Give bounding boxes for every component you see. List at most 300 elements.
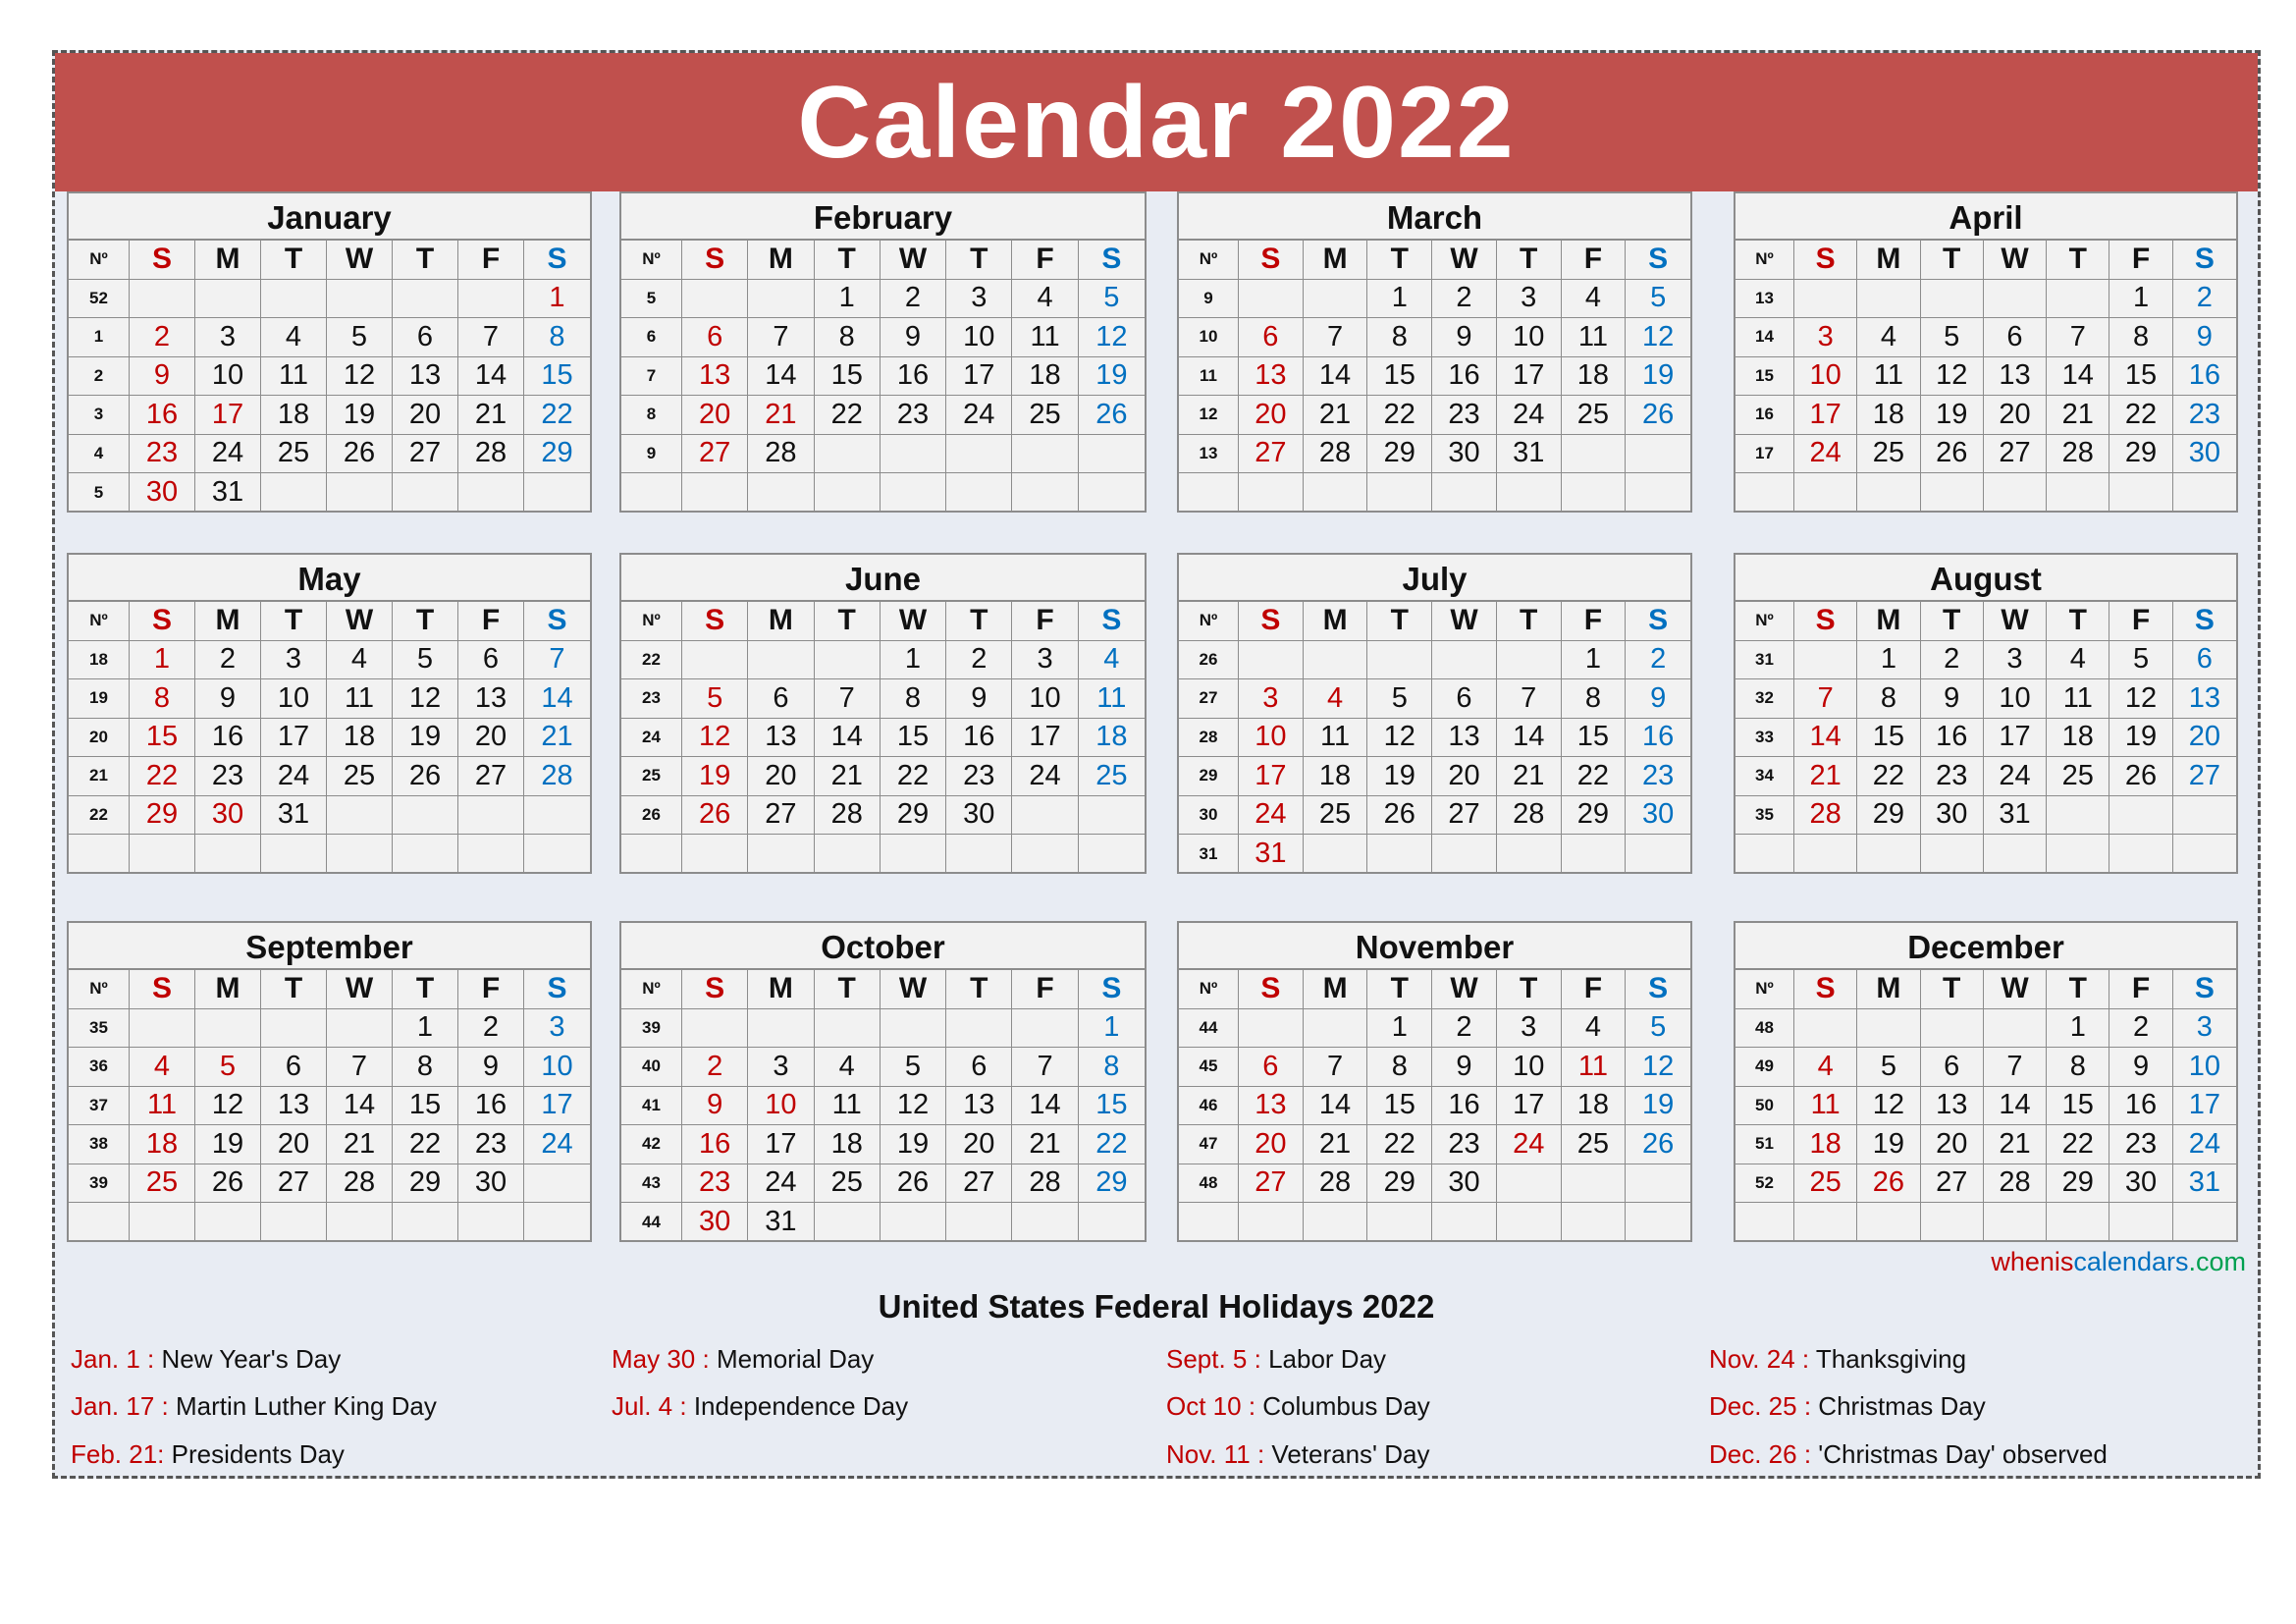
day-cell: [1304, 641, 1368, 680]
day-cell: [1562, 1164, 1627, 1204]
day-header: W: [1432, 970, 1497, 1009]
day-cell: [261, 1009, 327, 1049]
day-cell: [815, 1203, 881, 1242]
holiday-name: Christmas Day: [1811, 1391, 1986, 1421]
holiday-item: [71, 1391, 437, 1422]
day-cell: [1367, 641, 1432, 680]
week-number: [621, 473, 682, 513]
day-cell: 6: [458, 641, 524, 680]
day-cell: 30: [1432, 435, 1497, 474]
day-cell: 25: [327, 757, 393, 796]
day-cell: [327, 473, 393, 513]
day-header: T: [1367, 602, 1432, 641]
week-number-header: Nº: [1735, 241, 1794, 280]
day-cell: 23: [1626, 757, 1690, 796]
day-cell: 30: [2109, 1164, 2172, 1204]
month-name: August: [1735, 555, 2236, 602]
day-cell: 23: [2173, 396, 2236, 435]
week-number: 35: [69, 1009, 130, 1049]
month-april: [1734, 191, 2238, 513]
day-cell: [2047, 1203, 2109, 1242]
day-cell: 10: [1497, 318, 1562, 357]
week-number: 15: [1735, 357, 1794, 397]
day-cell: 28: [815, 796, 881, 836]
week-number: 34: [1735, 757, 1794, 796]
day-cell: [815, 641, 881, 680]
day-cell: 4: [130, 1048, 195, 1087]
day-cell: 8: [1079, 1048, 1145, 1087]
week-number: 33: [1735, 719, 1794, 758]
month-january: [67, 191, 592, 513]
day-cell: [524, 1203, 590, 1242]
day-cell: 8: [1367, 318, 1432, 357]
day-cell: [1626, 1164, 1690, 1204]
day-cell: 23: [195, 757, 261, 796]
day-cell: [1984, 1009, 2047, 1049]
day-cell: 16: [881, 357, 946, 397]
week-number: 5: [69, 473, 130, 513]
day-cell: 25: [2047, 757, 2109, 796]
day-cell: [1626, 1203, 1690, 1242]
day-cell: 3: [1497, 1009, 1562, 1049]
day-header: T: [815, 970, 881, 1009]
week-number: 35: [1735, 796, 1794, 836]
day-cell: 27: [682, 435, 748, 474]
day-cell: 10: [1794, 357, 1857, 397]
day-header: F: [1012, 970, 1078, 1009]
day-cell: 5: [881, 1048, 946, 1087]
day-cell: 19: [2109, 719, 2172, 758]
day-cell: 14: [1012, 1087, 1078, 1126]
day-cell: 11: [1012, 318, 1078, 357]
week-number: 30: [1179, 796, 1239, 836]
month-name: October: [621, 923, 1145, 970]
week-number-header: Nº: [1179, 241, 1239, 280]
day-cell: [1857, 835, 1920, 874]
day-cell: [1304, 835, 1368, 874]
day-cell: 19: [1857, 1125, 1920, 1164]
day-cell: 13: [1239, 1087, 1304, 1126]
holiday-item: [612, 1391, 908, 1422]
day-cell: 8: [2109, 318, 2172, 357]
day-cell: 26: [1626, 1125, 1690, 1164]
day-cell: 5: [1921, 318, 1984, 357]
day-cell: 29: [881, 796, 946, 836]
day-cell: 19: [1079, 357, 1145, 397]
week-number: 22: [69, 796, 130, 836]
day-cell: 15: [1367, 357, 1432, 397]
week-number: 39: [69, 1164, 130, 1204]
day-cell: 8: [393, 1048, 458, 1087]
day-cell: 24: [1984, 757, 2047, 796]
day-cell: 4: [1562, 1009, 1627, 1049]
week-number: 20: [69, 719, 130, 758]
day-cell: 19: [393, 719, 458, 758]
day-cell: [1857, 1009, 1920, 1049]
day-header: S: [2173, 970, 2236, 1009]
day-cell: 28: [524, 757, 590, 796]
day-header: F: [458, 241, 524, 280]
day-header: T: [1497, 970, 1562, 1009]
day-header: T: [261, 602, 327, 641]
holiday-item: [1709, 1439, 2108, 1470]
day-cell: 26: [2109, 757, 2172, 796]
day-cell: 24: [1794, 435, 1857, 474]
day-cell: 19: [1626, 357, 1690, 397]
day-cell: [1857, 280, 1920, 319]
day-cell: 2: [1626, 641, 1690, 680]
day-cell: 12: [1367, 719, 1432, 758]
day-cell: 17: [748, 1125, 814, 1164]
day-cell: 4: [327, 641, 393, 680]
day-header: S: [1079, 602, 1145, 641]
day-cell: 18: [2047, 719, 2109, 758]
month-february: [619, 191, 1147, 513]
day-header: S: [1079, 970, 1145, 1009]
day-cell: 12: [881, 1087, 946, 1126]
day-cell: 5: [682, 679, 748, 719]
day-cell: 25: [1304, 796, 1368, 836]
day-header: M: [1304, 241, 1368, 280]
day-cell: [1984, 1203, 2047, 1242]
day-cell: 4: [261, 318, 327, 357]
day-cell: 16: [946, 719, 1012, 758]
day-cell: 24: [1497, 396, 1562, 435]
day-header: T: [261, 241, 327, 280]
day-cell: 23: [946, 757, 1012, 796]
day-cell: 26: [1367, 796, 1432, 836]
day-cell: 5: [1367, 679, 1432, 719]
day-header: T: [815, 241, 881, 280]
day-cell: 29: [1367, 435, 1432, 474]
day-cell: 21: [458, 396, 524, 435]
day-cell: 14: [1497, 719, 1562, 758]
day-cell: [458, 835, 524, 874]
day-cell: 2: [458, 1009, 524, 1049]
day-cell: [2047, 796, 2109, 836]
day-cell: [2109, 796, 2172, 836]
day-cell: [1497, 1164, 1562, 1204]
day-cell: 26: [327, 435, 393, 474]
day-cell: [1079, 435, 1145, 474]
week-number: 8: [621, 396, 682, 435]
day-cell: 28: [748, 435, 814, 474]
month-november: [1177, 921, 1692, 1242]
day-cell: 14: [1304, 357, 1368, 397]
day-header: M: [748, 970, 814, 1009]
day-header: F: [2109, 970, 2172, 1009]
day-cell: [1304, 280, 1368, 319]
day-cell: [130, 1009, 195, 1049]
week-number: 11: [1179, 357, 1239, 397]
day-cell: [682, 473, 748, 513]
day-cell: [261, 835, 327, 874]
day-cell: 11: [1562, 318, 1627, 357]
day-cell: [524, 796, 590, 836]
day-cell: 31: [195, 473, 261, 513]
day-cell: 13: [1432, 719, 1497, 758]
day-cell: 24: [2173, 1125, 2236, 1164]
day-header: S: [1794, 602, 1857, 641]
day-cell: [1794, 280, 1857, 319]
day-header: T: [1921, 970, 1984, 1009]
day-cell: 19: [195, 1125, 261, 1164]
day-cell: 16: [2173, 357, 2236, 397]
day-cell: [130, 280, 195, 319]
week-number: 42: [621, 1125, 682, 1164]
month-december: [1734, 921, 2238, 1242]
day-cell: [393, 280, 458, 319]
day-cell: 5: [1626, 280, 1690, 319]
day-cell: [682, 835, 748, 874]
day-cell: 21: [327, 1125, 393, 1164]
day-cell: [1794, 1009, 1857, 1049]
day-cell: [1857, 1203, 1920, 1242]
day-cell: 21: [1497, 757, 1562, 796]
day-cell: 23: [1432, 1125, 1497, 1164]
day-cell: 21: [524, 719, 590, 758]
holiday-name: Independence Day: [686, 1391, 909, 1421]
website-part-3: .com: [2188, 1247, 2246, 1276]
day-header: T: [1921, 241, 1984, 280]
day-cell: 12: [1857, 1087, 1920, 1126]
holiday-item: [1709, 1391, 1986, 1422]
day-cell: 26: [1626, 396, 1690, 435]
day-cell: [393, 1203, 458, 1242]
week-number: 50: [1735, 1087, 1794, 1126]
day-cell: 20: [748, 757, 814, 796]
day-cell: 3: [748, 1048, 814, 1087]
day-cell: 1: [1562, 641, 1627, 680]
month-name: January: [69, 193, 590, 241]
day-cell: 2: [946, 641, 1012, 680]
day-cell: [1794, 835, 1857, 874]
day-cell: [815, 435, 881, 474]
day-cell: [1367, 473, 1432, 513]
day-cell: 11: [261, 357, 327, 397]
day-cell: [393, 796, 458, 836]
day-header: S: [1626, 241, 1690, 280]
week-number-header: Nº: [621, 970, 682, 1009]
day-cell: 26: [1857, 1164, 1920, 1204]
day-cell: 31: [2173, 1164, 2236, 1204]
day-cell: 24: [524, 1125, 590, 1164]
holiday-name: Martin Luther King Day: [168, 1391, 437, 1421]
day-cell: [1794, 641, 1857, 680]
day-cell: [2173, 473, 2236, 513]
day-cell: 8: [815, 318, 881, 357]
day-cell: 15: [393, 1087, 458, 1126]
day-header: F: [2109, 241, 2172, 280]
day-cell: 22: [815, 396, 881, 435]
day-header: M: [1304, 970, 1368, 1009]
day-cell: 22: [1857, 757, 1920, 796]
day-cell: 21: [1304, 1125, 1368, 1164]
day-cell: 9: [458, 1048, 524, 1087]
page-title: Calendar 2022: [797, 65, 1516, 180]
day-cell: 7: [1012, 1048, 1078, 1087]
day-cell: 16: [458, 1087, 524, 1126]
day-cell: [261, 280, 327, 319]
week-number: 26: [621, 796, 682, 836]
day-cell: [2109, 473, 2172, 513]
day-cell: 5: [393, 641, 458, 680]
day-cell: [748, 280, 814, 319]
day-cell: [1497, 1203, 1562, 1242]
day-cell: [1012, 1009, 1078, 1049]
day-cell: [1432, 1203, 1497, 1242]
day-cell: 22: [1367, 396, 1432, 435]
month-name: December: [1735, 923, 2236, 970]
day-cell: [1984, 280, 2047, 319]
holiday-item: [1166, 1439, 1429, 1470]
day-cell: 14: [327, 1087, 393, 1126]
day-cell: 9: [1921, 679, 1984, 719]
day-cell: 22: [1367, 1125, 1432, 1164]
week-number: 45: [1179, 1048, 1239, 1087]
week-number: [1735, 835, 1794, 874]
day-header: W: [1984, 602, 2047, 641]
day-header: M: [195, 241, 261, 280]
day-cell: 13: [748, 719, 814, 758]
day-cell: 29: [2047, 1164, 2109, 1204]
day-cell: 1: [130, 641, 195, 680]
day-cell: 18: [1079, 719, 1145, 758]
day-cell: 19: [327, 396, 393, 435]
day-cell: 30: [130, 473, 195, 513]
day-cell: 27: [2173, 757, 2236, 796]
week-number: [621, 835, 682, 874]
day-cell: 7: [748, 318, 814, 357]
day-cell: 10: [2173, 1048, 2236, 1087]
day-header: S: [1239, 602, 1304, 641]
day-cell: [946, 1009, 1012, 1049]
day-header: W: [1432, 602, 1497, 641]
day-cell: 1: [2109, 280, 2172, 319]
day-cell: 9: [946, 679, 1012, 719]
week-number: 5: [621, 280, 682, 319]
day-cell: [1921, 1009, 1984, 1049]
day-cell: 10: [1239, 719, 1304, 758]
day-cell: 27: [1984, 435, 2047, 474]
day-cell: 12: [327, 357, 393, 397]
holiday-item: [1166, 1344, 1386, 1375]
day-cell: [1012, 796, 1078, 836]
day-cell: 3: [1794, 318, 1857, 357]
website-credit[interactable]: [1991, 1247, 2246, 1277]
week-number-header: Nº: [1179, 602, 1239, 641]
day-cell: 29: [524, 435, 590, 474]
week-number-header: Nº: [1179, 970, 1239, 1009]
day-header: T: [946, 241, 1012, 280]
day-cell: 17: [261, 719, 327, 758]
week-number: 21: [69, 757, 130, 796]
day-cell: 18: [1012, 357, 1078, 397]
day-cell: 22: [2047, 1125, 2109, 1164]
day-cell: 15: [881, 719, 946, 758]
day-cell: 8: [524, 318, 590, 357]
day-cell: 14: [1794, 719, 1857, 758]
month-name: July: [1179, 555, 1690, 602]
day-cell: 23: [130, 435, 195, 474]
day-cell: [1794, 1203, 1857, 1242]
holiday-date: Jan. 1 :: [71, 1344, 155, 1374]
day-cell: 25: [1562, 396, 1627, 435]
day-cell: 26: [393, 757, 458, 796]
day-cell: 8: [1367, 1048, 1432, 1087]
week-number: 13: [1735, 280, 1794, 319]
day-cell: 20: [2173, 719, 2236, 758]
day-cell: 17: [524, 1087, 590, 1126]
day-cell: [682, 1009, 748, 1049]
day-cell: [1239, 473, 1304, 513]
day-cell: 12: [2109, 679, 2172, 719]
day-cell: 15: [1367, 1087, 1432, 1126]
day-cell: [1921, 1203, 1984, 1242]
day-cell: [1626, 835, 1690, 874]
day-cell: [1921, 280, 1984, 319]
holiday-date: Nov. 24 :: [1709, 1344, 1810, 1374]
day-cell: [1497, 473, 1562, 513]
day-header: F: [2109, 602, 2172, 641]
day-cell: 21: [748, 396, 814, 435]
day-cell: [946, 835, 1012, 874]
day-cell: 3: [946, 280, 1012, 319]
day-header: S: [1794, 241, 1857, 280]
day-cell: 25: [1012, 396, 1078, 435]
day-header: W: [881, 602, 946, 641]
day-cell: 30: [195, 796, 261, 836]
day-cell: 28: [2047, 435, 2109, 474]
day-cell: 5: [2109, 641, 2172, 680]
day-cell: [1239, 1009, 1304, 1049]
day-cell: 3: [261, 641, 327, 680]
day-cell: [1497, 641, 1562, 680]
day-cell: 30: [1626, 796, 1690, 836]
day-cell: 13: [2173, 679, 2236, 719]
day-cell: [1626, 473, 1690, 513]
day-cell: 1: [524, 280, 590, 319]
week-number-header: Nº: [621, 602, 682, 641]
day-header: F: [458, 602, 524, 641]
day-cell: 22: [524, 396, 590, 435]
day-cell: 31: [748, 1203, 814, 1242]
day-header: T: [946, 602, 1012, 641]
day-cell: 27: [1921, 1164, 1984, 1204]
day-cell: [1012, 835, 1078, 874]
day-cell: 13: [261, 1087, 327, 1126]
day-cell: 6: [1984, 318, 2047, 357]
day-cell: 27: [1239, 435, 1304, 474]
day-cell: 24: [261, 757, 327, 796]
week-number: [69, 835, 130, 874]
day-cell: [1432, 835, 1497, 874]
day-cell: [1304, 1009, 1368, 1049]
holiday-name: New Year's Day: [154, 1344, 342, 1374]
day-cell: 16: [682, 1125, 748, 1164]
day-cell: 28: [1304, 435, 1368, 474]
day-cell: [458, 280, 524, 319]
month-june: [619, 553, 1147, 874]
day-cell: [1562, 473, 1627, 513]
day-cell: 6: [261, 1048, 327, 1087]
day-cell: 2: [682, 1048, 748, 1087]
day-cell: [881, 1203, 946, 1242]
day-cell: [1239, 280, 1304, 319]
day-cell: 9: [1432, 318, 1497, 357]
day-cell: 17: [195, 396, 261, 435]
day-cell: 4: [1012, 280, 1078, 319]
